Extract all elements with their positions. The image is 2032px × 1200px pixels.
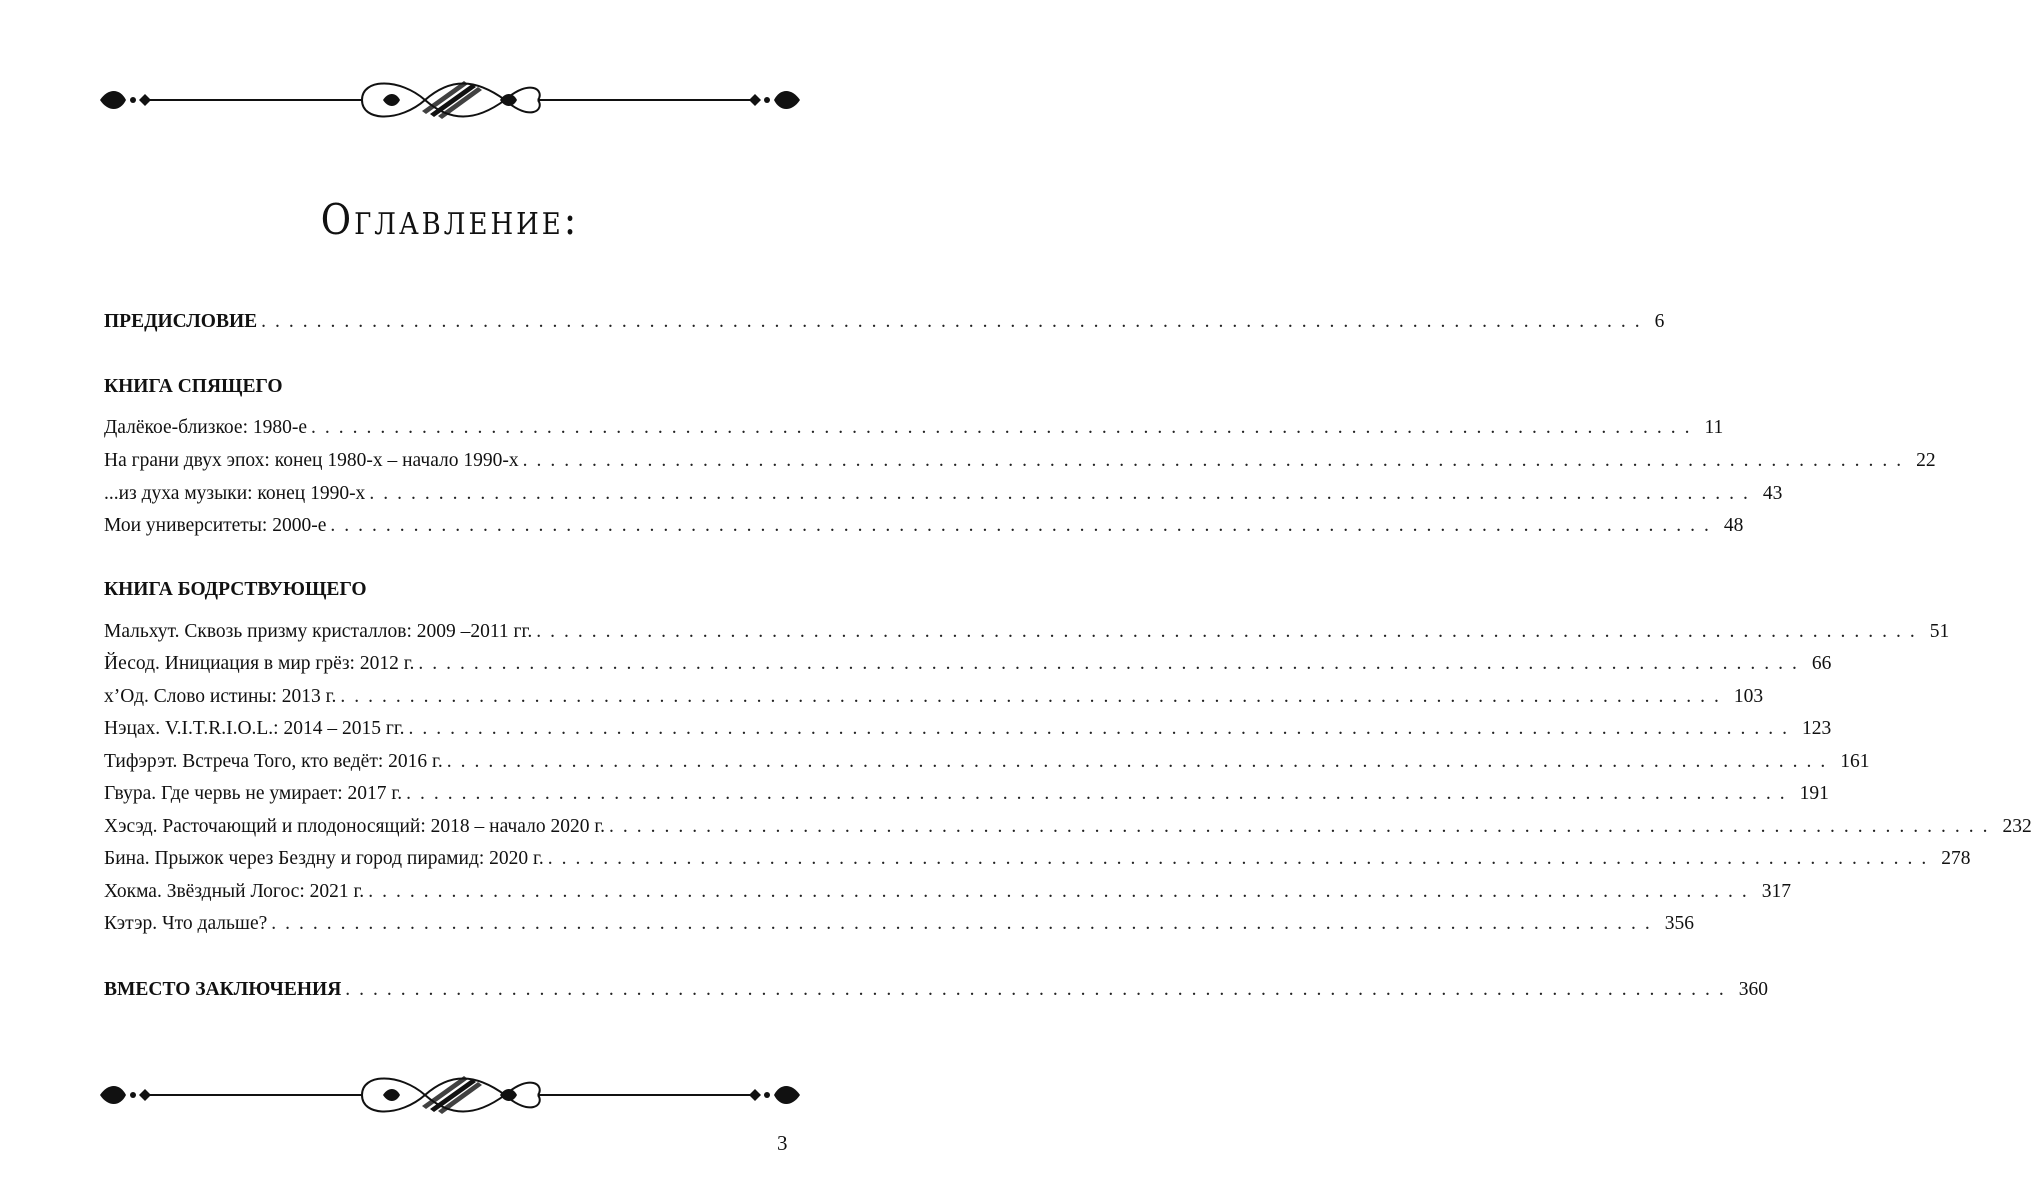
dot-leader: ....................................................................................................: [261, 311, 1649, 332]
toc-entry-label: Гвура. Где червь не умирает: 2017 г.: [104, 783, 403, 804]
toc-entry-label: Хэсэд. Расточающий и плодоносящий: 2018 – начало 2020 г.: [104, 816, 605, 837]
toc-entry[interactable]: [104, 446, 1936, 476]
toc-entry-label: Кэтэр. Что дальше?: [104, 913, 268, 934]
toc-entry-page: 317: [1761, 881, 1791, 902]
dot-leader: ....................................................................................................: [536, 621, 1924, 642]
dot-leader: ....................................................................................................: [311, 417, 1699, 438]
toc-entry-page: 232: [2002, 816, 2032, 837]
page-number: 3: [777, 1131, 788, 1155]
toc-entry[interactable]: [104, 649, 1832, 679]
toc-entry-label: ВМЕСТО ЗАКЛЮЧЕНИЯ: [104, 979, 342, 1000]
toc-entry[interactable]: [104, 479, 1783, 509]
bottom-ornament: [100, 1065, 800, 1125]
toc-entry-page: 6: [1654, 311, 1665, 332]
toc-entry-page: 11: [1704, 417, 1724, 438]
toc-entry[interactable]: [104, 511, 1744, 541]
toc-entry-page: 278: [1941, 848, 1971, 869]
toc-entry-label: Хокма. Звёздный Логос: 2021 г.: [104, 881, 365, 902]
toc-entry-page: 161: [1840, 751, 1870, 772]
toc-entry[interactable]: [104, 617, 1950, 647]
page-title: Оглавление:: [320, 194, 580, 245]
toc-entry-page: 356: [1664, 913, 1695, 934]
toc-entry-conclusion[interactable]: [104, 975, 1769, 1005]
toc-entry-label: Мои университеты: 2000-е: [104, 515, 327, 536]
toc-entry-label: ПРЕДИСЛОВИЕ: [104, 311, 258, 332]
toc-entry-label: Бина. Прыжок через Бездну и город пирамид: 2020 г.: [104, 848, 544, 869]
toc-entry[interactable]: [104, 844, 1971, 874]
dot-leader: ....................................................................................................: [340, 686, 1728, 707]
dot-leader: ....................................................................................................: [368, 881, 1756, 902]
toc-entry[interactable]: [104, 714, 1832, 744]
toc-entry-label: Нэцах. V.I.T.R.I.O.L.: 2014 – 2015 гг.: [104, 718, 405, 739]
toc-entry-label: Тифэрэт. Встреча Того, кто ведёт: 2016 г.: [104, 751, 443, 772]
dot-leader: ....................................................................................................: [547, 848, 1936, 869]
dot-leader: ....................................................................................................: [408, 718, 1797, 739]
toc-entry[interactable]: [104, 877, 1791, 907]
toc-entry-label: На грани двух эпох: конец 1980-х – начало 1990-х: [104, 450, 519, 471]
toc-entry-page: 48: [1723, 515, 1744, 536]
flourish-divider-icon: [100, 1065, 800, 1125]
toc-entry-label: Мальхут. Сквозь призму кристаллов: 2009 –2011 гг.: [104, 621, 533, 642]
top-ornament: [100, 70, 800, 130]
toc-entry-page: 123: [1802, 718, 1832, 739]
toc-entry-label: Далёкое-близкое: 1980-е: [104, 417, 308, 438]
dot-leader: ....................................................................................................: [271, 913, 1659, 934]
dot-leader: ....................................................................................................: [446, 751, 1835, 772]
section-heading-book-1: КНИГА СПЯЩЕГО: [104, 376, 283, 397]
toc-entry[interactable]: [104, 682, 1764, 712]
toc-entry-preface[interactable]: [104, 307, 1665, 337]
toc-entry[interactable]: [104, 413, 1724, 443]
toc-entry-page: 22: [1916, 450, 1936, 471]
toc-entry-page: 103: [1733, 686, 1764, 707]
dot-leader: ....................................................................................................: [330, 515, 1718, 536]
dot-leader: ....................................................................................................: [369, 483, 1757, 504]
toc-entry-page: 51: [1929, 621, 1950, 642]
toc-entry-label: х’Од. Слово истины: 2013 г.: [104, 686, 337, 707]
toc-entry[interactable]: [104, 909, 1695, 939]
toc-entry[interactable]: [104, 747, 1870, 777]
dot-leader: ....................................................................................................: [406, 783, 1794, 804]
dot-leader: ....................................................................................................: [418, 653, 1806, 674]
toc-entry[interactable]: [104, 779, 1829, 809]
toc-entry-page: 66: [1811, 653, 1832, 674]
dot-leader: ....................................................................................................: [345, 979, 1733, 1000]
toc-entry[interactable]: [104, 812, 2032, 842]
toc-entry-page: 43: [1762, 483, 1783, 504]
flourish-divider-icon: [100, 70, 800, 130]
toc-entry-page: 191: [1799, 783, 1829, 804]
toc-entry-label: Йесод. Инициация в мир грёз: 2012 г.: [104, 653, 415, 674]
dot-leader: ....................................................................................................: [522, 450, 1911, 471]
toc-entry-label: ...из духа музыки: конец 1990-х: [104, 483, 366, 504]
toc-entry-page: 360: [1738, 979, 1769, 1000]
section-heading-book-2: КНИГА БОДРСТВУЮЩЕГО: [104, 579, 367, 600]
dot-leader: ....................................................................................................: [609, 816, 1997, 837]
